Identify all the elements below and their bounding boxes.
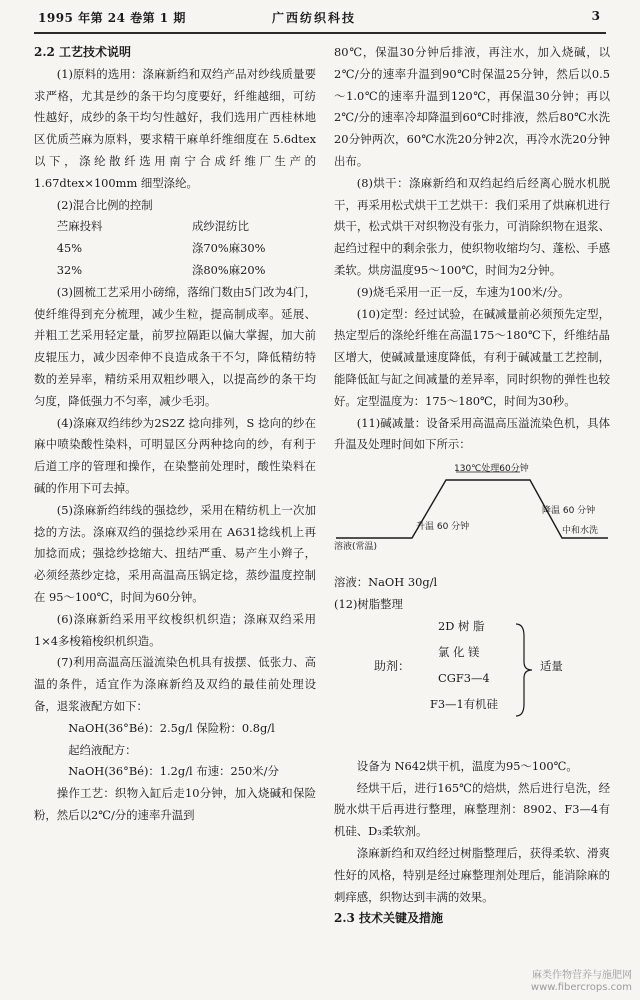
paragraph: (8)烘干：涤麻新绉和双绉起绉后经离心脱水机脱干，再采用松式烘干工艺烘干：我们采用了烘麻机进行烘干，松式烘干对织物没有张力，可消除织物在退浆、起绉过程中的剩余张力，使织物收缩均匀、蓬松、手感柔软。烘房温度95～100℃，时间为2分钟。 (334, 175, 610, 277)
formula-line: 起绉液配方： (68, 742, 137, 757)
section-heading: 2.2 工艺技术说明 (34, 45, 132, 59)
page-header (0, 0, 640, 34)
hold-label: 130℃处理60分钟 (454, 464, 529, 475)
paragraph: 设备为 N642烘干机，温度为95～100℃。 (356, 758, 578, 773)
issue-label: 1995 年第 24 卷第 1 期 (38, 11, 186, 25)
right-column (334, 42, 610, 930)
paragraph: 操作工艺：织物入缸后走10分钟，加入烧碱和保险粉，然后以2℃/分的速率升温到 (34, 786, 316, 822)
section-heading: 2.3 技术关键及措施 (334, 911, 444, 926)
paragraph: (1)原料的选用：涤麻新绉和双绉产品对纱线质量要求严格，尤其是纱的条干均匀度要好，纤维越细，可纺性越好，成纱的条干均匀性越好，我们选用广西桂林地区优质苎麻为原料，要求精干麻单纤维细度在 5.6dtex 以下，涤纶散纤选用南宁合成纤维厂生产的 1.67dtex×100mm 细型涤纶。 (34, 66, 316, 190)
paragraph: (7)利用高温高压溢流染色机具有拔摆、低张力、高温的条件，适宜作为涤麻新绉及双绉的最佳前处理设备，退浆液配方如下： (34, 655, 316, 713)
page-number: 3 (591, 9, 600, 23)
wash-label: 中和水洗 (562, 526, 599, 537)
paragraph: (4)涤麻双绉纬纱为2S2Z 捻向排列，S 捻向的纱在麻中喷染酸性染料，可明显区分两种捻向的纱，有利于后道工序的管理和操作，在染整前处理时，酸性染料在碱的作用下可去掉。 (34, 415, 316, 495)
mix-col-head: 苎麻投料 (56, 219, 103, 234)
paragraph: (10)定型：经过试验，在碱减量前必须预先定型，热定型后的涤纶纤维在高温175～180℃下，纤维结晶区增大，使碱减量速度降低，有利于碱减量工艺控制，能降低缸与缸之间减量的差异率，同时织物的弹性也较好。定型温度为：175～180℃，时间为30秒。 (334, 306, 610, 408)
brace-symbol (514, 622, 534, 718)
aux-label: 助剂： (374, 658, 411, 673)
auxiliary-list (334, 616, 610, 756)
mix-cell: 涤70%麻30% (192, 241, 266, 256)
watermark-line: www.fibercrops.com (530, 982, 632, 993)
aux-item: 氯 化 镁 (438, 644, 480, 659)
formula-line: NaOH(36°Bé)：1.2g/l 布速：250米/分 (68, 764, 279, 779)
start-label: 溶液(常温) (334, 542, 378, 553)
temperature-profile-diagram (334, 458, 610, 568)
paragraph-heading: (12)树脂整理 (334, 596, 403, 611)
paragraph: (9)烧毛采用一正一反，车速为100米/分。 (356, 284, 570, 299)
paragraph: (5)涤麻新绉纬线的强捻纱，采用在精纺机上一次加捻的方法。涤麻双绉的强捻纱采用在 A631捻线机上再加捻而成；强捻纱捻缩大、扭结严重、易产生小辫子，必须经蒸纱定捻，采用高温高压锅定捻，蒸纱温度控制在 95～100℃，时间为60分钟。 (34, 502, 316, 604)
paragraph: 经烘干后，进行165℃的焙烘，然后进行皂洗，经脱水烘干后再进行整理，麻整理剂：8902、F3—4有机硅、D₃柔软剂。 (334, 780, 610, 839)
paragraph: (3)圆梳工艺采用小磅绵，落绵门数由5门改为4门，使纤维得到充分梳理，减少生粒，提高制成率。延展、并粗工艺采用轻定量，前罗拉隔距以偏大掌握，加大前皮辊压力，减少因牵伸不良造成条干不匀，降低精纺特数的差异率，精纺采用双粗纱喂入，以提高纱的条干均匀度，降低强力不匀率，减少毛羽。 (34, 284, 316, 408)
mix-table-row (34, 260, 316, 282)
left-column (34, 42, 316, 827)
paragraph: 80℃，保温30分钟后排液，再注水，加入烧碱，以2℃/分的速率升温到90℃时保温25分钟，然后以0.5～1.0℃的速率升温到120℃，再保温30分钟；再以2℃/分的速率冷却降温到60℃时排液，然后80℃水洗20分钟两次，60℃水洗20分钟2次，再冷水洗20分钟出布。 (334, 45, 610, 168)
watermark-line: 麻类作物营养与施肥网 (532, 970, 632, 981)
mix-cell: 45% (56, 241, 83, 256)
fall-label: 降温 60 分钟 (542, 506, 596, 517)
site-watermark (531, 970, 632, 994)
formula-line: NaOH(36°Bé)：2.5g/l 保险粉：0.8g/l (68, 720, 275, 735)
header-rule (34, 32, 606, 34)
aux-amount: 适量 (540, 658, 563, 673)
aux-item: CGF3—4 (438, 670, 490, 685)
aux-item: F3—1有机硅 (430, 696, 498, 711)
solution-line: 溶液：NaOH 30g/l (334, 575, 438, 590)
paragraph: 涤麻新绉和双绉经过树脂整理后，获得柔软、滑爽性好的风格，特别是经过麻整理剂处理后，能消除麻的刺痒感，织物达到丰满的效果。 (334, 845, 610, 904)
paragraph: (11)碱减量：设备采用高温高压溢流染色机，具体升温及处理时间如下所示： (334, 415, 610, 452)
mix-cell: 涤80%麻20% (192, 262, 266, 277)
paragraph-heading: (2)混合比例的控制 (56, 197, 153, 212)
mix-col-head: 成纱混纺比 (192, 219, 249, 234)
paragraph: (6)涤麻新绉采用平纹梭织机织造；涤麻双绉采用1×4多梭箱梭织机织造。 (34, 611, 316, 648)
mix-table-header (34, 216, 316, 238)
mix-cell: 32% (56, 262, 83, 277)
mix-table-row (34, 238, 316, 260)
journal-name: 广西纺织科技 (272, 11, 357, 25)
rise-label: 升温 60 分钟 (416, 522, 470, 533)
aux-item: 2D 树 脂 (438, 618, 485, 633)
